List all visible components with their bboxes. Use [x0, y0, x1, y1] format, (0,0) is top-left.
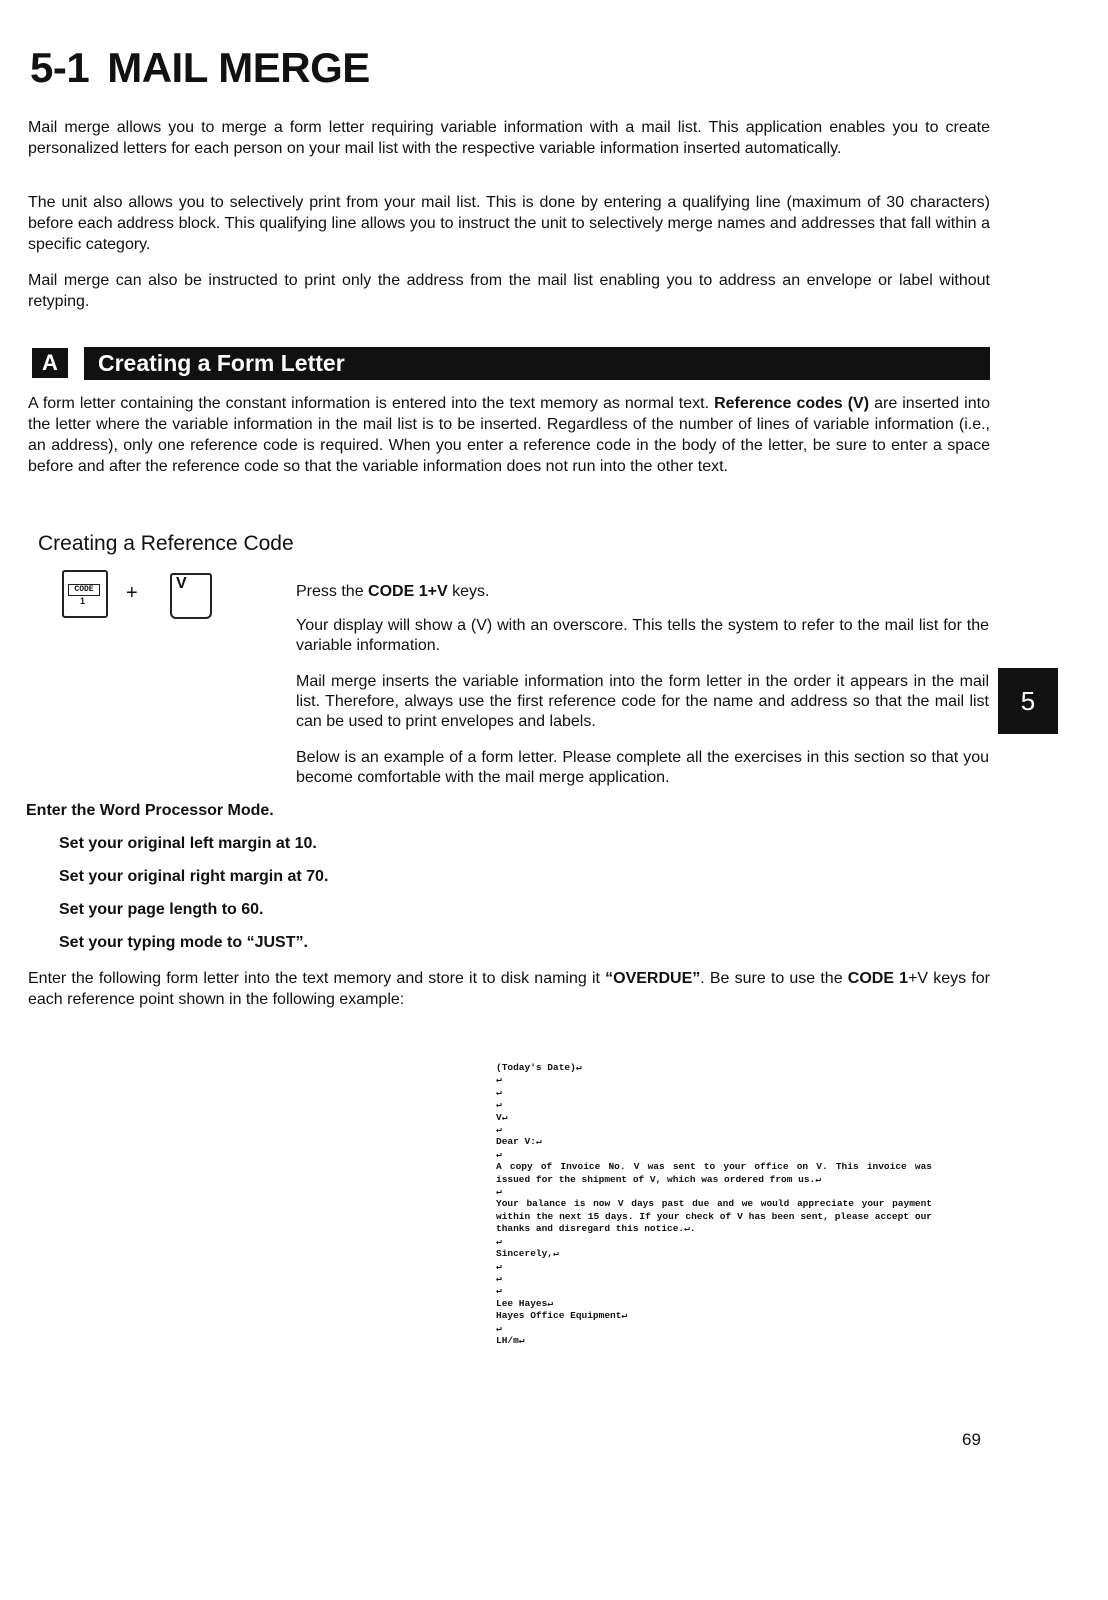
- page-number: 69: [962, 1430, 981, 1449]
- instruction-left-margin: Set your original left margin at 10.: [59, 835, 317, 852]
- return-mark: ↵: [496, 1099, 502, 1111]
- return-mark: ↵: [496, 1186, 502, 1198]
- return-mark: ↵: [496, 1272, 502, 1284]
- section-title: MAIL MERGE: [107, 44, 370, 91]
- reference-code-heading: Creating a Reference Code: [38, 532, 294, 555]
- return-mark: ↵: [496, 1074, 502, 1086]
- code-key-sublabel: 1: [80, 596, 86, 606]
- intro-paragraph-3: Mail merge can also be instructed to print only the address from the mail list enabling you to address an envelope or label without retyping.: [28, 272, 990, 310]
- return-mark: ↵: [496, 1285, 502, 1297]
- order-text: Mail merge inserts the variable information into the form letter in the order it appears in the mail list. Therefore, always use the first reference code for the name and address so that the mail list can be used to print envelopes and labels.: [296, 673, 989, 730]
- letter-salutation: Dear V:↵: [496, 1136, 542, 1148]
- section-a-body: A form letter containing the constant information is entered into the text memory as normal text. Reference codes (V) are inserted into the letter where the variable information in the mail list is to be inserted. Regardless of the number of lines of variable information (i.e., an address), only one reference code is required. When you enter a reference code in the body of the letter, be sure to enter a space before and after the reference code so that the variable information does not run into the other text.: [28, 395, 990, 475]
- v-key-label: V: [176, 575, 187, 592]
- section-a-title: Creating a Form Letter: [98, 350, 345, 376]
- letter-signer-name: Lee Hayes↵: [496, 1297, 554, 1309]
- return-mark: ↵: [496, 1260, 502, 1272]
- intro-paragraph-2: The unit also allows you to selectively print from your mail list. This is done by entering a qualifying line (maximum of 30 characters) before each address block. This qualifying line allows you to instruct the unit to selectively merge names and addresses that fall within a specific category.: [28, 194, 990, 253]
- code-key-icon: [62, 570, 108, 618]
- instruction-mode: Enter the Word Processor Mode.: [26, 802, 274, 819]
- instruction-right-margin: Set your original right margin at 70.: [59, 868, 329, 885]
- press-keys-text: Press the CODE 1+V keys.: [296, 583, 490, 600]
- v-key-icon: [170, 573, 212, 619]
- intro-paragraph-1: Mail merge allows you to merge a form letter requiring variable information with a mail list. This application enables you to create personalized letters for each person on your mail list with the respective variable information inserted automatically.: [28, 119, 990, 157]
- return-mark: ↵: [496, 1086, 502, 1098]
- letter-paragraph-1: A copy of Invoice No. V was sent to your office on V. This invoice was issued for the shipment of V, which was ordered from us.↵: [496, 1161, 932, 1185]
- code-key-label: CODE: [68, 584, 100, 596]
- display-text: Your display will show a (V) with an overscore. This tells the system to refer to the mail list for the variable information.: [296, 617, 989, 654]
- instruction-page-length: Set your page length to 60.: [59, 901, 264, 918]
- enter-letter-paragraph: Enter the following form letter into the text memory and store it to disk naming it “OVERDUE”. Be sure to use the CODE 1+V keys for each reference point shown in the following example:: [28, 970, 990, 1008]
- section-number: 5-1: [30, 44, 90, 91]
- letter-paragraph-2: Your balance is now V days past due and we would appreciate your payment within the next 15 days. If your check of V has been sent, please accept our thanks and disregard this notice.↵.: [496, 1198, 932, 1235]
- return-mark: ↵: [496, 1235, 502, 1247]
- example-intro-text: Below is an example of a form letter. Please complete all the exercises in this section so that you become comfortable with the mail merge application.: [296, 749, 989, 786]
- section-a-banner: [28, 347, 990, 380]
- plus-sign: +: [126, 582, 138, 604]
- section-a-bar: [84, 347, 990, 380]
- return-mark: ↵: [496, 1124, 502, 1136]
- letter-company: Hayes Office Equipment↵: [496, 1310, 628, 1322]
- instruction-typing-mode: Set your typing mode to “JUST”.: [59, 934, 308, 951]
- page-title: [30, 44, 370, 92]
- letter-reference-line: V↵: [496, 1111, 508, 1123]
- section-a-letter: A: [32, 348, 68, 378]
- return-mark: ↵: [496, 1322, 502, 1334]
- sample-form-letter: [496, 1062, 932, 1347]
- reference-codes-term: Reference codes (V): [714, 395, 870, 412]
- letter-initials: LH/m↵: [496, 1334, 525, 1346]
- letter-date: (Today's Date)↵: [496, 1062, 582, 1073]
- return-mark: ↵: [496, 1148, 502, 1160]
- letter-closing: Sincerely,↵: [496, 1248, 559, 1260]
- chapter-tab: 5: [998, 668, 1058, 734]
